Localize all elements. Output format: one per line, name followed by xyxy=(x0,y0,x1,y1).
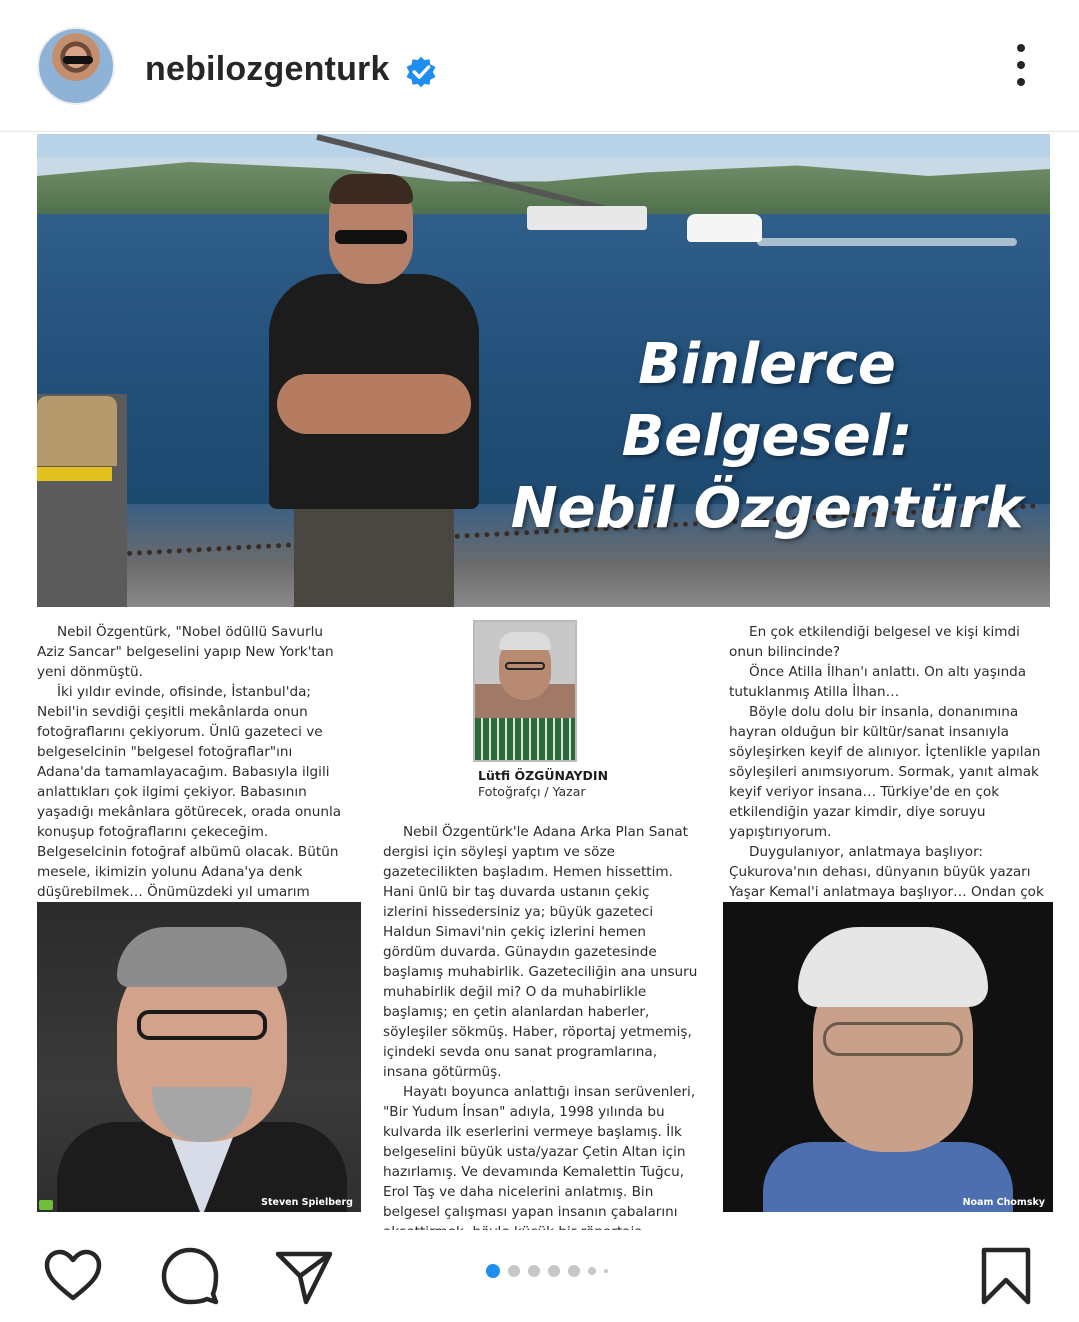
carousel-dot xyxy=(528,1265,540,1277)
author-photo xyxy=(473,620,577,762)
more-vertical-icon[interactable] xyxy=(1005,44,1037,90)
photo-caption: Steven Spielberg xyxy=(261,1197,353,1208)
send-icon[interactable] xyxy=(272,1244,336,1308)
carousel-dot xyxy=(588,1267,596,1275)
person-figure xyxy=(269,174,479,607)
verified-badge-icon xyxy=(404,55,438,89)
post-action-bar xyxy=(0,1230,1079,1322)
username-link[interactable]: nebilozgenturk xyxy=(145,50,390,88)
post-image[interactable] xyxy=(0,132,1079,1230)
carousel-dot xyxy=(548,1265,560,1277)
article-column-1: Nebil Özgentürk, "Nobel ödüllü Savurlu Aziz Sancar" belgeselini yapıp New York'tan yeni dönmüştü. İki yıldır evinde, ofisinde, İstanbul'da; Nebil'in sevdiği çeşitli mekânlarda onun fotoğraflarını çekiyorum. Ünlü gazeteci ve belgeselcinin "belgesel fotoğraflar"ını Adana'da tamamlayacağım. Babasıyla ilgili anlattıkları çok ilgimi çekiyor. Babasının yaşadığı mekânlara götürecek, orada onunla konuşup fotoğraflarını çekeceğim. Belgeselcinin fotoğraf albümü olacak. Bütün mesele, ikimizin yolunu Adana'ya denk düşürebilmek… Önümüzdeki yıl umarım xyxy=(37,624,342,900)
comment-icon[interactable] xyxy=(158,1244,222,1308)
photo-noam-chomsky xyxy=(723,902,1053,1212)
profile-avatar[interactable] xyxy=(37,27,115,105)
boat xyxy=(687,214,762,242)
author-role: Fotoğrafçı / Yazar xyxy=(478,784,586,799)
article-column-3: En çok etkilendiği belgesel ve kişi kimdi onun bilincinde? Önce Atilla İlhan'ı anlattı. On altı yaşında tutuklanmış Atilla İlhan… Böyle dolu dolu bir insanla, donanımına hayran olduğun bir kültür/sanat insanıyla söyleşirken keyif de alınıyor. İçtenlikle yapılan söyleşileri anımsıyorum. Sormak, yanıt almak keyif veriyor insana… Türkiye'de en çok etkilendiğin yazar kimdir, diye soruyu yapıştırıyorum. Duygulanıyor, anlatmaya başlıyor: Çukurova'nın dehası, dünyanın büyük yazarı Yaşar Kemal'i anlatmaya başlıyor… Ondan çok xyxy=(729,624,1044,900)
post-header xyxy=(0,0,1079,132)
carousel-dot xyxy=(604,1269,608,1273)
author-name: Lütfi ÖZGÜNAYDIN xyxy=(478,768,609,783)
article-title: Binlerce Belgesel: Nebil Özgentürk xyxy=(510,332,1024,541)
carousel-dot xyxy=(568,1265,580,1277)
ferry xyxy=(527,206,647,230)
carousel-dot xyxy=(508,1265,520,1277)
publisher-mark xyxy=(39,1200,53,1210)
bookmark-icon[interactable] xyxy=(974,1244,1038,1308)
photo-steven-spielberg xyxy=(37,902,361,1212)
photo-caption: Noam Chomsky xyxy=(962,1197,1045,1208)
carousel-indicator xyxy=(486,1264,608,1278)
heart-icon[interactable] xyxy=(41,1244,105,1308)
carousel-dot xyxy=(486,1264,500,1278)
hero-photo xyxy=(37,134,1050,607)
avatar-glasses xyxy=(63,56,93,64)
article-column-2: Nebil Özgentürk'le Adana Arka Plan Sanat dergisi için söyleşi yaptım ve söze gazetecilikten başladım. Hemen hissettim. Hani ünlü bir taş duvarda ustanın çekiç izlerini hissedersiniz ya; büyük gazeteci Haldun Simavi'nin çekiç izlerini hemen gördüm duvarda. Günaydın gazetesinde başlamış muhabirlik. Gazeteciliğin ana unsuru muhabirlik değil mi? O da muhabirlikle başlamış; en çetin alanlardan haberler, söyleşiler sökmüş. Haber, röportaj yetmemiş, içindeki sevda onu sanat programlarına, insana götürmüş. Hayatı boyunca anlattığı insan serüvenleri, "Bir Yudum İnsan" adıyla, 1998 yılında bu kulvarda ilk eserlerini vermeye başlamış. İlk belgeselini büyük usta/yazar Çetin Altan için hazırlamış. Ve devamında Kemalettin Tuğcu, Erol Taş ve daha nicelerini anlatmış. Bin belgesel çalışması yapan insanın çabalarını xyxy=(383,824,698,1220)
